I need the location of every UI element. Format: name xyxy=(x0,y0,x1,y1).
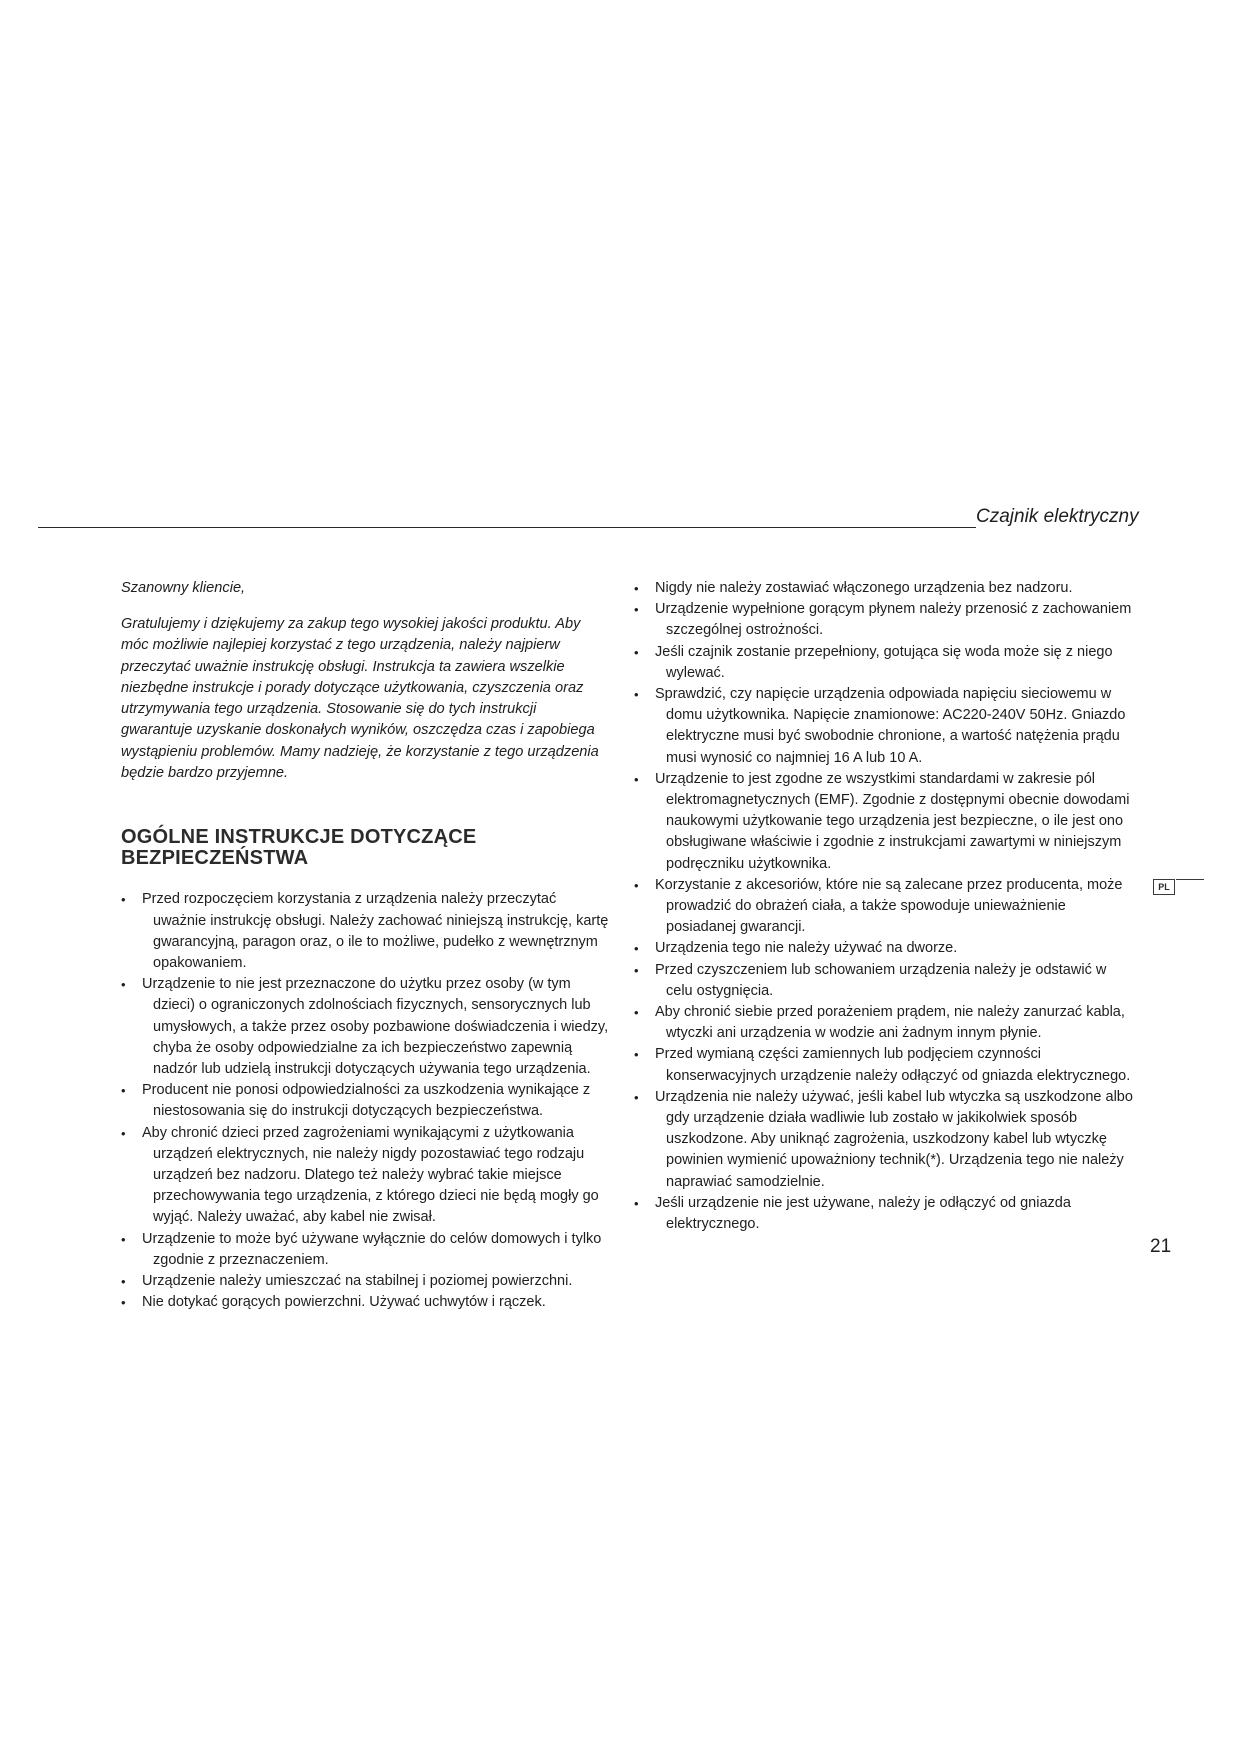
list-item: • Urządzenie to nie jest przeznaczone do użytku przez osoby (w tym dzieci) o ograniczonych zdolnościach fizycznych, sensorycznych lub umysłowych, a także przez osoby pozbawione doświadczenia i wiedzy, chyba że osoby odpowiedzialne za ich bezpieczeństwo zapewnią nadzór lub udzielą instrukcji dotyczących używania tego urządzenia. xyxy=(121,974,611,1080)
list-item: • Jeśli urządzenie nie jest używane, należy je odłączyć od gniazda elektrycznego. xyxy=(634,1193,1134,1235)
right-column xyxy=(634,578,1134,1235)
list-item: • Przed czyszczeniem lub schowaniem urządzenia należy je odstawić w celu ostygnięcia. xyxy=(634,960,1134,1002)
list-item: • Nigdy nie należy zostawiać włączonego urządzenia bez nadzoru. xyxy=(634,578,1134,599)
list-item: • Nie dotykać gorących powierzchni. Używać uchwytów i rączek. xyxy=(121,1292,611,1313)
list-item: • Urządzenie wypełnione gorącym płynem należy przenosić z zachowaniem szczególnej ostrożności. xyxy=(634,599,1134,641)
list-item: • Aby chronić dzieci przed zagrożeniami wynikającymi z użytkowania urządzeń elektrycznych, nie należy nigdy pozostawiać tego rodzaju urządzeń bez nadzoru. Dlatego też należy wybrać takie miejsce przechowywania tego urządzenia, z którego dzieci nie będą mogły go wyjąć. Należy uważać, aby kabel nie zwisał. xyxy=(121,1123,611,1229)
list-item: • Urządzenie to jest zgodne ze wszystkimi standardami w zakresie pól elektromagnetycznych (EMF). Zgodnie z dostępnymi obecnie dowodami naukowymi użytkowanie tego urządzenia jest bezpieczne, o ile jest ono obsługiwane właściwie i zgodnie z instrukcjami zawartymi w niniejszym podręczniku użytkownika. xyxy=(634,769,1134,875)
list-item: • Urządzenie należy umieszczać na stabilnej i poziomej powierzchni. xyxy=(121,1271,611,1292)
intro-paragraph: Gratulujemy i dziękujemy za zakup tego wysokiej jakości produktu. Aby móc możliwie najlepiej korzystać z tego urządzenia, należy najpierw przeczytać uważnie instrukcję obsługi. Instrukcja ta zawiera wszelkie niezbędne instrukcje i porady dotyczące użytkowania, czyszczenia oraz utrzymywania tego urządzenia. Stosowanie się do tych instrukcji gwarantuje uzyskanie doskonałych wyników, oszczędza czas i zapobiega wystąpieniu problemów. Mamy nadzieję, że korzystanie z tego urządzenia będzie bardzo przyjemne. xyxy=(121,616,599,782)
left-column xyxy=(121,578,611,1313)
list-item: • Przed wymianą części zamiennych lub podjęciem czynności konserwacyjnych urządzenie należy odłączyć od gniazda elektrycznego. xyxy=(634,1044,1134,1086)
safety-list-right xyxy=(634,578,1134,1235)
language-tab-rule xyxy=(1176,879,1204,880)
list-item: • Jeśli czajnik zostanie przepełniony, gotująca się woda może się z niego wylewać. xyxy=(634,642,1134,684)
header-rule xyxy=(38,527,976,528)
section-heading: OGÓLNE INSTRUKCJE DOTYCZĄCE BEZPIECZEŃSTWA xyxy=(121,826,477,870)
list-item: • Producent nie ponosi odpowiedzialności za uszkodzenia wynikające z niestosowania się do instrukcji dotyczących bezpieczeństwa. xyxy=(121,1080,611,1122)
list-item: • Sprawdzić, czy napięcie urządzenia odpowiada napięciu sieciowemu w domu użytkownika. Napięcie znamionowe: AC220-240V 50Hz. Gniazdo elektryczne musi być swobodnie chronione, a wartość natężenia prądu musi wynosić co najmniej 16 A lub 10 A. xyxy=(634,684,1134,769)
list-item: • Korzystanie z akcesoriów, które nie są zalecane przez producenta, może prowadzić do obrażeń ciała, a także spowoduje unieważnienie posiadanej gwarancji. xyxy=(634,875,1134,939)
header-title: Czajnik elektryczny xyxy=(976,506,1139,527)
list-item: • Urządzenie to może być używane wyłącznie do celów domowych i tylko zgodnie z przeznaczeniem. xyxy=(121,1229,611,1271)
list-item: • Przed rozpoczęciem korzystania z urządzenia należy przeczytać uważnie instrukcję obsługi. Należy zachować niniejszą instrukcję, kartę gwarancyjną, paragon oraz, o ile to możliwe, pudełko z wewnętrznym opakowaniem. xyxy=(121,889,611,974)
list-item: • Urządzenia nie należy używać, jeśli kabel lub wtyczka są uszkodzone albo gdy urządzenie działa wadliwie lub zostało w jakikolwiek sposób uszkodzone. Aby uniknąć zagrożenia, uszkodzony kabel lub wtyczkę powinien wymienić upoważniony technik(*). Urządzenia tego nie należy naprawiać samodzielnie. xyxy=(634,1087,1134,1193)
language-badge: PL xyxy=(1153,879,1175,895)
safety-list-left xyxy=(121,889,611,1313)
list-item: • Aby chronić siebie przed porażeniem prądem, nie należy zanurzać kabla, wtyczki ani urządzenia w wodzie ani żadnym innym płynie. xyxy=(634,1002,1134,1044)
page-number: 21 xyxy=(1150,1236,1172,1257)
list-item: • Urządzenia tego nie należy używać na dworze. xyxy=(634,938,1134,959)
greeting: Szanowny kliencie, xyxy=(121,580,246,596)
